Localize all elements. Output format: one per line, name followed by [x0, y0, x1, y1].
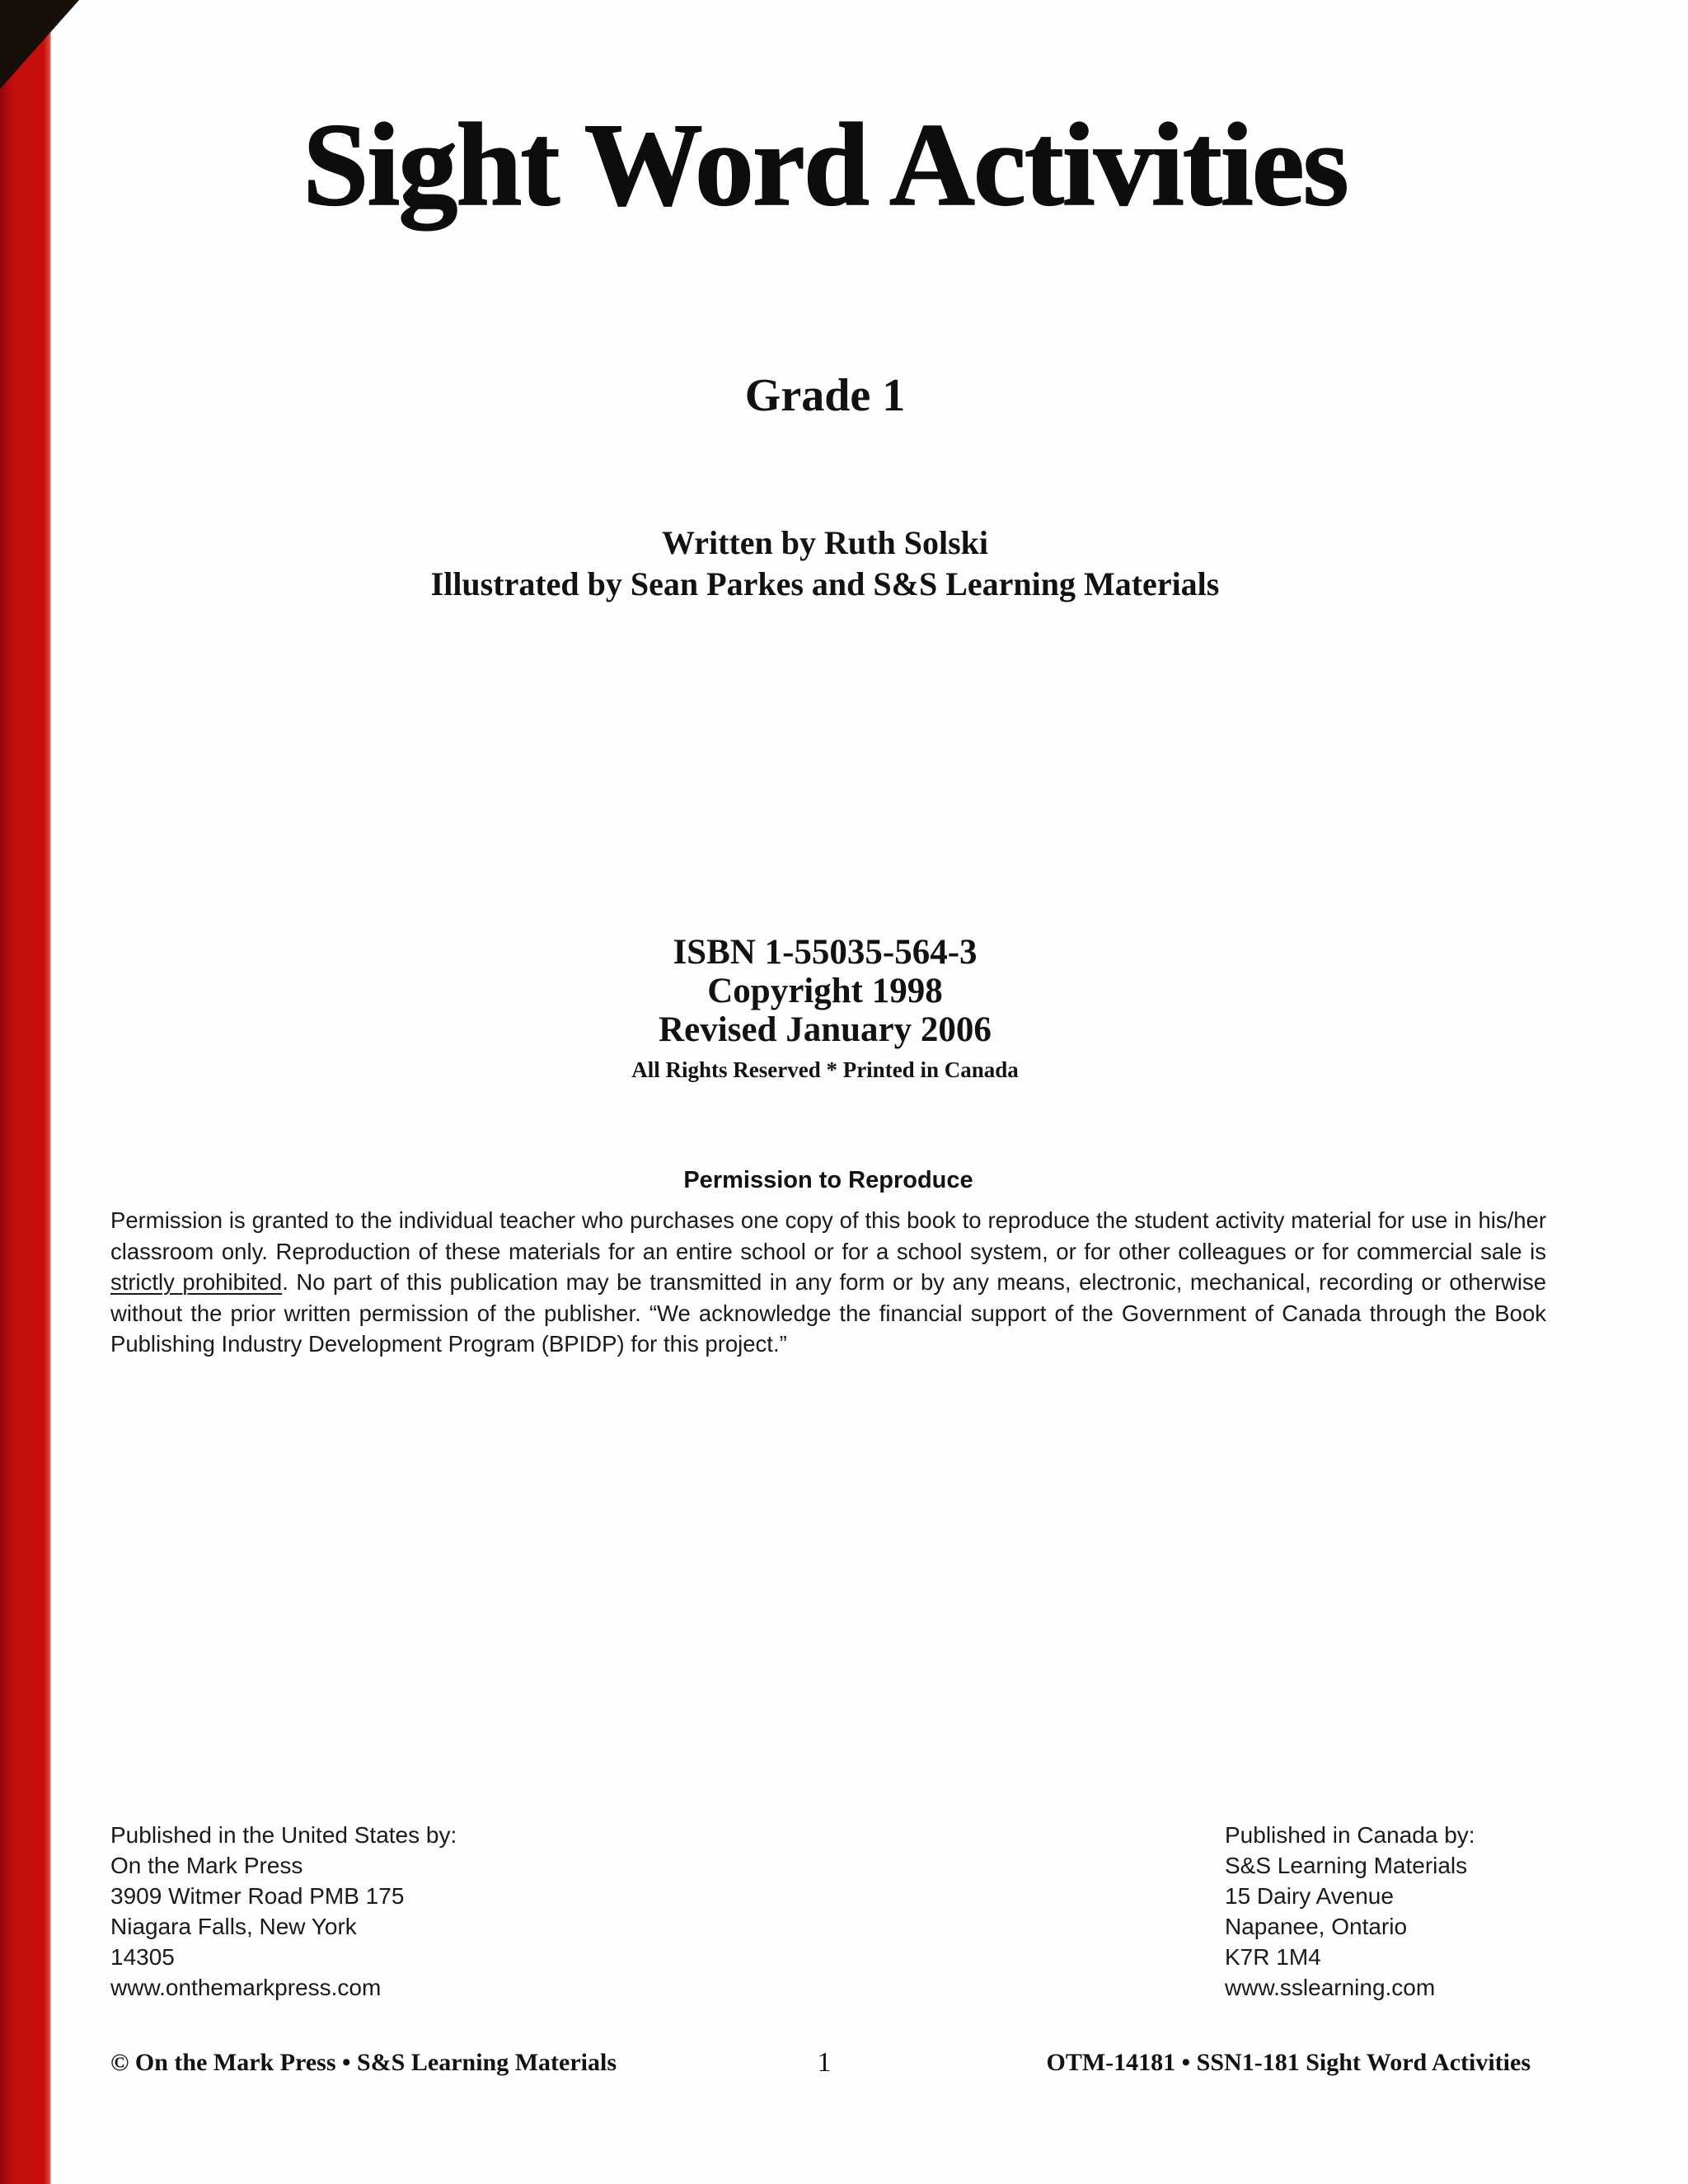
- page-title: Sight Word Activities: [302, 100, 1348, 231]
- publisher-ca-name: S&S Learning Materials: [1225, 1853, 1468, 1878]
- permission-body: [110, 1205, 1546, 1360]
- copyright-line: Copyright 1998: [707, 972, 943, 1010]
- permission-text-part2: . No part of this publication may be transmitted in any form or by any means, electronic, mechanical, recording or otherwise without the prior written permission of the publisher. “We acknowledge the financial support of the Government of Canada through the Book Publishing Industry Development Program (BPIDP) for this project.”: [110, 1269, 1546, 1357]
- publisher-ca-address-2: Napanee, Ontario: [1225, 1914, 1408, 1939]
- permission-heading: Permission to Reproduce: [683, 1167, 973, 1193]
- publisher-ca-address-1: 15 Dairy Avenue: [1225, 1883, 1394, 1909]
- publisher-canada-block: [1225, 1820, 1475, 2003]
- written-by-line: Written by Ruth Solski: [661, 524, 988, 561]
- publisher-us-address-1: 3909 Witmer Road PMB 175: [110, 1883, 405, 1909]
- illustrated-by-line: Illustrated by Sean Parkes and S&S Learning Materials: [430, 565, 1220, 602]
- page-footer: [0, 2049, 1688, 2085]
- publisher-us-address-2: Niagara Falls, New York: [110, 1914, 357, 1939]
- publisher-ca-postal-code: K7R 1M4: [1225, 1944, 1321, 1970]
- strictly-prohibited-underlined: strictly prohibited: [110, 1269, 283, 1295]
- publisher-ca-label: Published in Canada by:: [1225, 1822, 1475, 1848]
- publisher-us-label: Published in the United States by:: [110, 1822, 457, 1848]
- revised-line: Revised January 2006: [659, 1010, 992, 1049]
- isbn-line: ISBN 1-55035-564-3: [673, 933, 978, 972]
- publisher-ca-website: www.sslearning.com: [1225, 1975, 1436, 2000]
- permission-text-part1: Permission is granted to the individual teacher who purchases one copy of this book to reproduce the student activity material for use in his/her classroom only. Reproduction of these materials for an entire school or for a school system, or for other colleagues or for commercial sale is: [110, 1207, 1546, 1264]
- rights-line: All Rights Reserved * Printed in Canada: [631, 1057, 1019, 1082]
- footer-copyright: © On the Mark Press • S&S Learning Materials: [110, 2049, 617, 2076]
- publisher-us-zip: 14305: [110, 1944, 175, 1970]
- publisher-us-website: www.onthemarkpress.com: [110, 1975, 382, 2000]
- byline-block: [53, 523, 1597, 605]
- footer-product-code: OTM-14181 • SSN1-181 Sight Word Activities: [1046, 2049, 1531, 2076]
- scan-spine-stripe: [0, 0, 51, 2184]
- footer-page-number: 1: [817, 2047, 832, 2078]
- publisher-us-name: On the Mark Press: [110, 1853, 303, 1878]
- publisher-us-block: [110, 1820, 457, 2003]
- grade-label: Grade 1: [744, 370, 906, 421]
- edition-block: [53, 933, 1597, 1084]
- permission-section: [110, 1165, 1546, 1360]
